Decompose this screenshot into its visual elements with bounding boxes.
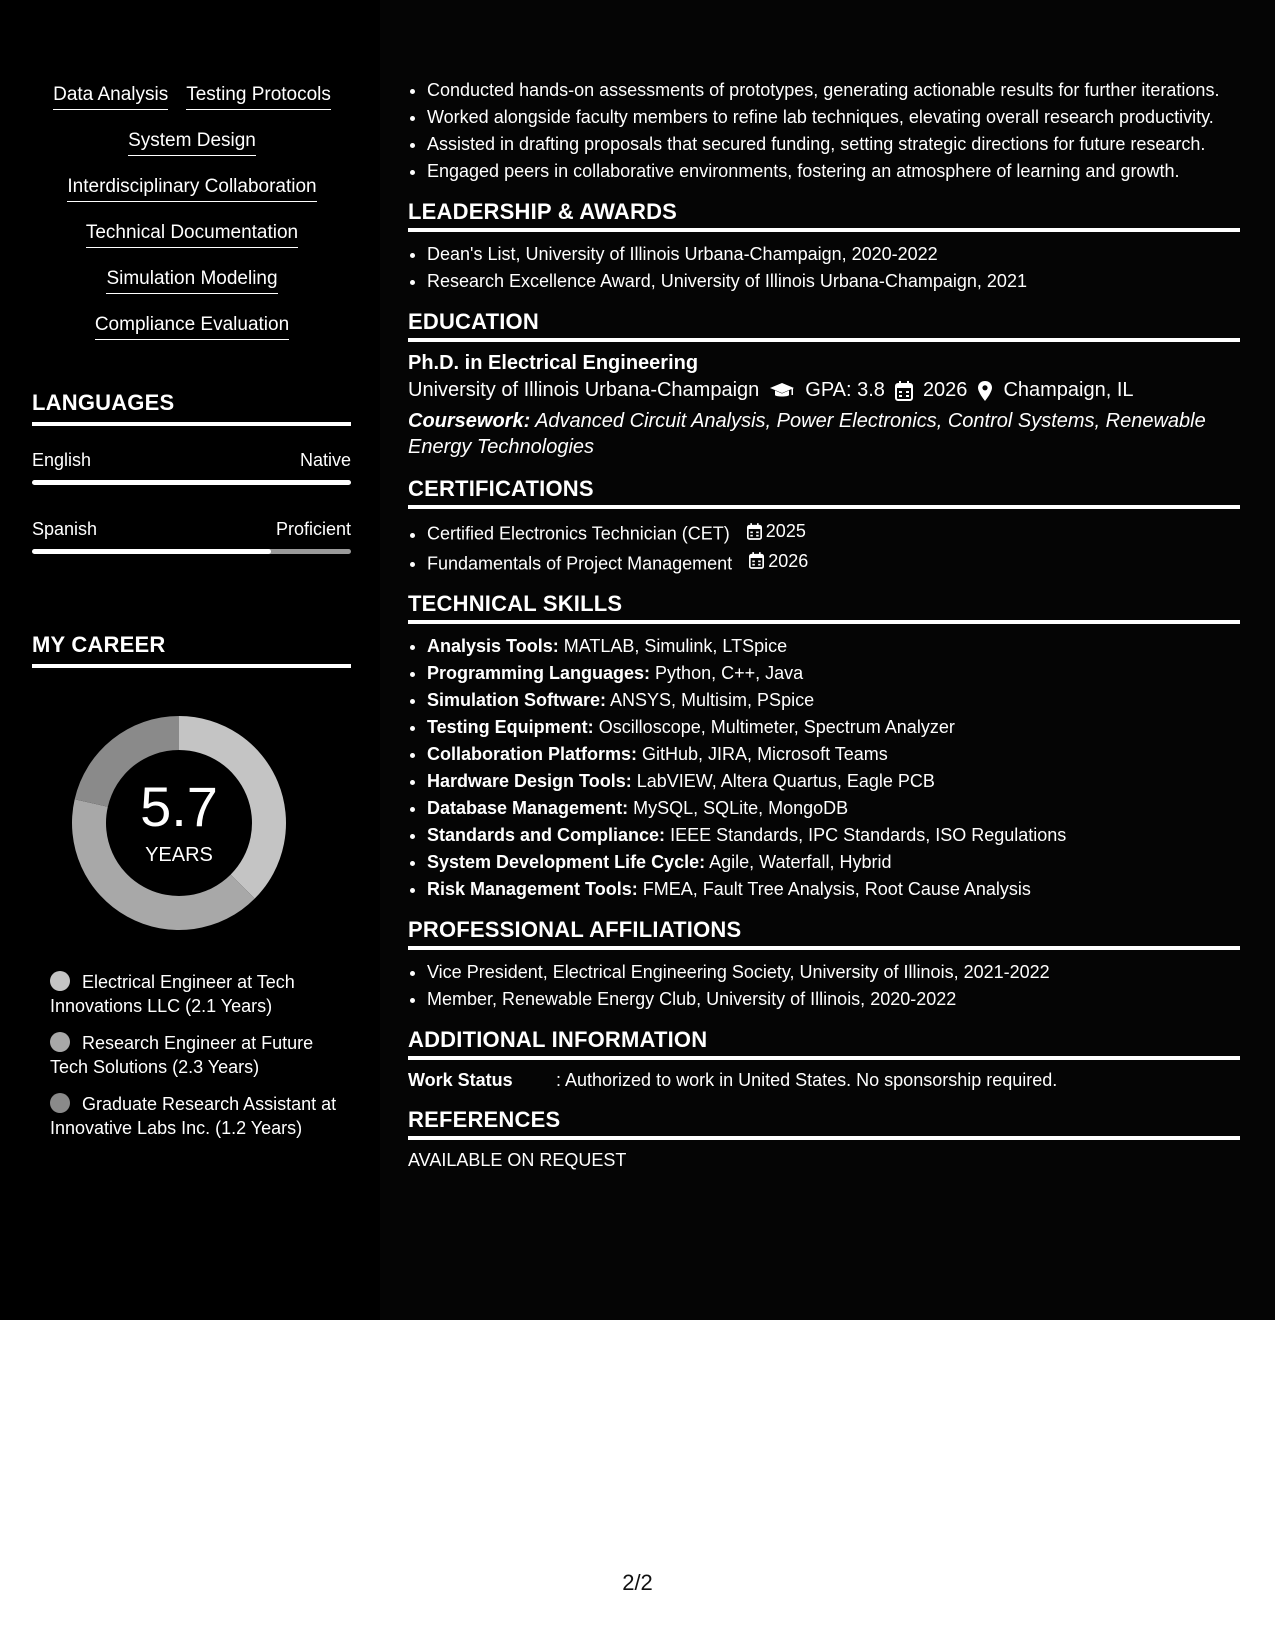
skill-tag: System Design: [128, 130, 256, 156]
skill-label: Simulation Software:: [427, 690, 607, 710]
language-level: Native: [299, 450, 351, 470]
education-heading: EDUCATION: [408, 309, 1240, 342]
education-location: Champaign, IL: [1003, 379, 1134, 401]
certification-year: 2025: [765, 521, 806, 541]
technical-skill-item: [427, 850, 1240, 874]
language-name: Spanish: [32, 519, 98, 539]
skill-tag: Compliance Evaluation: [95, 314, 289, 340]
affiliations-list: [408, 960, 1240, 1011]
skill-value: Oscilloscope, Multimeter, Spectrum Analyzer: [598, 717, 955, 737]
skill-value: GitHub, JIRA, Microsoft Teams: [642, 744, 888, 764]
skill-tag: Data Analysis: [53, 84, 168, 110]
career-heading: MY CAREER: [32, 632, 351, 668]
certification-item: [427, 549, 1240, 576]
skill-tag: Interdisciplinary Collaboration: [67, 176, 316, 202]
career-dot: [50, 971, 70, 991]
skill-value: FMEA, Fault Tree Analysis, Root Cause Analysis: [642, 879, 1031, 899]
technical-skill-item: [427, 769, 1240, 793]
career-unit: YEARS: [145, 844, 213, 866]
education-coursework: [408, 408, 1240, 460]
skills-list: [32, 84, 352, 360]
experience-bullet: • Worked alongside faculty members to refine lab techniques, elevating overall research productivity.: [427, 105, 1240, 129]
leadership-heading: LEADERSHIP & AWARDS: [408, 199, 1240, 232]
affiliations-heading: PROFESSIONAL AFFILIATIONS: [408, 917, 1240, 950]
technical-skill-item: [427, 661, 1240, 685]
work-status-label: Work Status: [408, 1070, 513, 1090]
education-degree: Ph.D. in Electrical Engineering: [408, 352, 699, 374]
calendar-icon: [747, 523, 762, 540]
affiliation-item: • Vice President, Electrical Engineering Society, University of Illinois, 2021-2022: [427, 960, 1240, 984]
skill-tag: Testing Protocols: [186, 84, 331, 110]
language-bar-fill: [32, 480, 351, 485]
skill-value: Agile, Waterfall, Hybrid: [709, 852, 892, 872]
calendar-icon: [895, 381, 913, 401]
skill-value: LabVIEW, Altera Quartus, Eagle PCB: [636, 771, 935, 791]
affiliation-item: • Member, Renewable Energy Club, University of Illinois, 2020-2022: [427, 987, 1240, 1011]
career-donut-chart: [66, 710, 292, 936]
main-content: [408, 78, 1240, 1171]
experience-bullet: • Engaged peers in collaborative environments, fostering an atmosphere of learning and growth.: [427, 159, 1240, 183]
skill-label: Database Management:: [427, 798, 629, 818]
skill-label: Programming Languages:: [427, 663, 651, 683]
career-item: [50, 1031, 340, 1079]
language-bar: [32, 480, 351, 485]
certifications-heading: CERTIFICATIONS: [408, 476, 1240, 509]
skill-value: MATLAB, Simulink, LTSpice: [563, 636, 788, 656]
technical-skill-item: [427, 688, 1240, 712]
technical-skill-item: [427, 742, 1240, 766]
location-pin-icon: [977, 380, 993, 402]
language-level: Proficient: [275, 519, 351, 539]
coursework-label: Coursework:: [408, 410, 531, 432]
references-heading: REFERENCES: [408, 1107, 1240, 1140]
skill-value: ANSYS, Multisim, PSpice: [610, 690, 815, 710]
skill-label: Hardware Design Tools:: [427, 771, 632, 791]
leadership-item: • Research Excellence Award, University of Illinois Urbana-Champaign, 2021: [427, 269, 1240, 293]
experience-bullet: • Conducted hands-on assessments of prototypes, generating actionable results for further iterations.: [427, 78, 1240, 102]
technical-skills-heading: TECHNICAL SKILLS: [408, 591, 1240, 624]
page-number: 2/2: [622, 1570, 653, 1595]
skill-value: Python, C++, Java: [655, 663, 804, 683]
career-dot: [50, 1093, 70, 1113]
career-text: Graduate Research Assistant at Innovative Labs Inc. (1.2 Years): [50, 1094, 337, 1138]
skill-value: IEEE Standards, IPC Standards, ISO Regulations: [670, 825, 1067, 845]
skill-tag: Technical Documentation: [86, 222, 298, 248]
work-status-value: : Authorized to work in United States. No sponsorship required.: [556, 1070, 1058, 1090]
technical-skills-list: [408, 634, 1240, 901]
work-status-row: [408, 1070, 1240, 1091]
certification-name: Fundamentals of Project Management: [427, 553, 733, 573]
certification-item: [427, 519, 1240, 546]
language-bar: [32, 549, 351, 554]
certification-year: 2026: [768, 550, 809, 571]
language-name: English: [32, 450, 92, 470]
technical-skill-item: [427, 796, 1240, 820]
skill-label: Risk Management Tools:: [427, 879, 638, 899]
career-dot: [50, 1032, 70, 1052]
career-item: [50, 970, 340, 1018]
career-total: 5.7: [140, 775, 218, 838]
career-text: Research Engineer at Future Tech Solutions (2.3 Years): [50, 1033, 314, 1077]
skill-label: Collaboration Platforms:: [427, 744, 638, 764]
leadership-list: [408, 242, 1240, 293]
sidebar: [0, 0, 380, 1320]
additional-info-heading: ADDITIONAL INFORMATION: [408, 1027, 1240, 1060]
experience-bullet: • Assisted in drafting proposals that secured funding, setting strategic directions for future research.: [427, 132, 1240, 156]
languages-heading: LANGUAGES: [32, 390, 351, 426]
language-bar-fill: [32, 549, 271, 554]
technical-skill-item: [427, 634, 1240, 658]
coursework-text: Advanced Circuit Analysis, Power Electronics, Control Systems, Renewable Energy Technologies: [408, 410, 1206, 458]
certifications-list: [408, 519, 1240, 575]
references-text: AVAILABLE ON REQUEST: [408, 1150, 627, 1170]
technical-skill-item: [427, 823, 1240, 847]
certification-name: Certified Electronics Technician (CET): [427, 523, 730, 544]
career-list: [50, 970, 340, 1153]
education-gpa: GPA: 3.8: [805, 379, 885, 401]
skill-value: MySQL, SQLite, MongoDB: [633, 798, 849, 818]
skill-label: System Development Life Cycle:: [427, 852, 706, 872]
career-item: [50, 1092, 340, 1140]
calendar-icon: [749, 552, 764, 569]
career-text: Electrical Engineer at Tech Innovations LLC (2.1 Years): [50, 972, 295, 1016]
education-details: [408, 379, 1240, 402]
skill-tag: Simulation Modeling: [106, 268, 277, 294]
skill-label: Testing Equipment:: [427, 717, 594, 737]
skill-label: Standards and Compliance:: [427, 825, 666, 845]
leadership-item: • Dean's List, University of Illinois Urbana-Champaign, 2020-2022: [427, 242, 1240, 266]
skill-label: Analysis Tools:: [427, 636, 559, 656]
education-school: University of Illinois Urbana-Champaign: [408, 379, 760, 401]
graduation-cap-icon: [769, 382, 795, 400]
experience-bullets: [408, 78, 1240, 183]
technical-skill-item: [427, 877, 1240, 901]
technical-skill-item: [427, 715, 1240, 739]
education-year: 2026: [922, 379, 968, 401]
